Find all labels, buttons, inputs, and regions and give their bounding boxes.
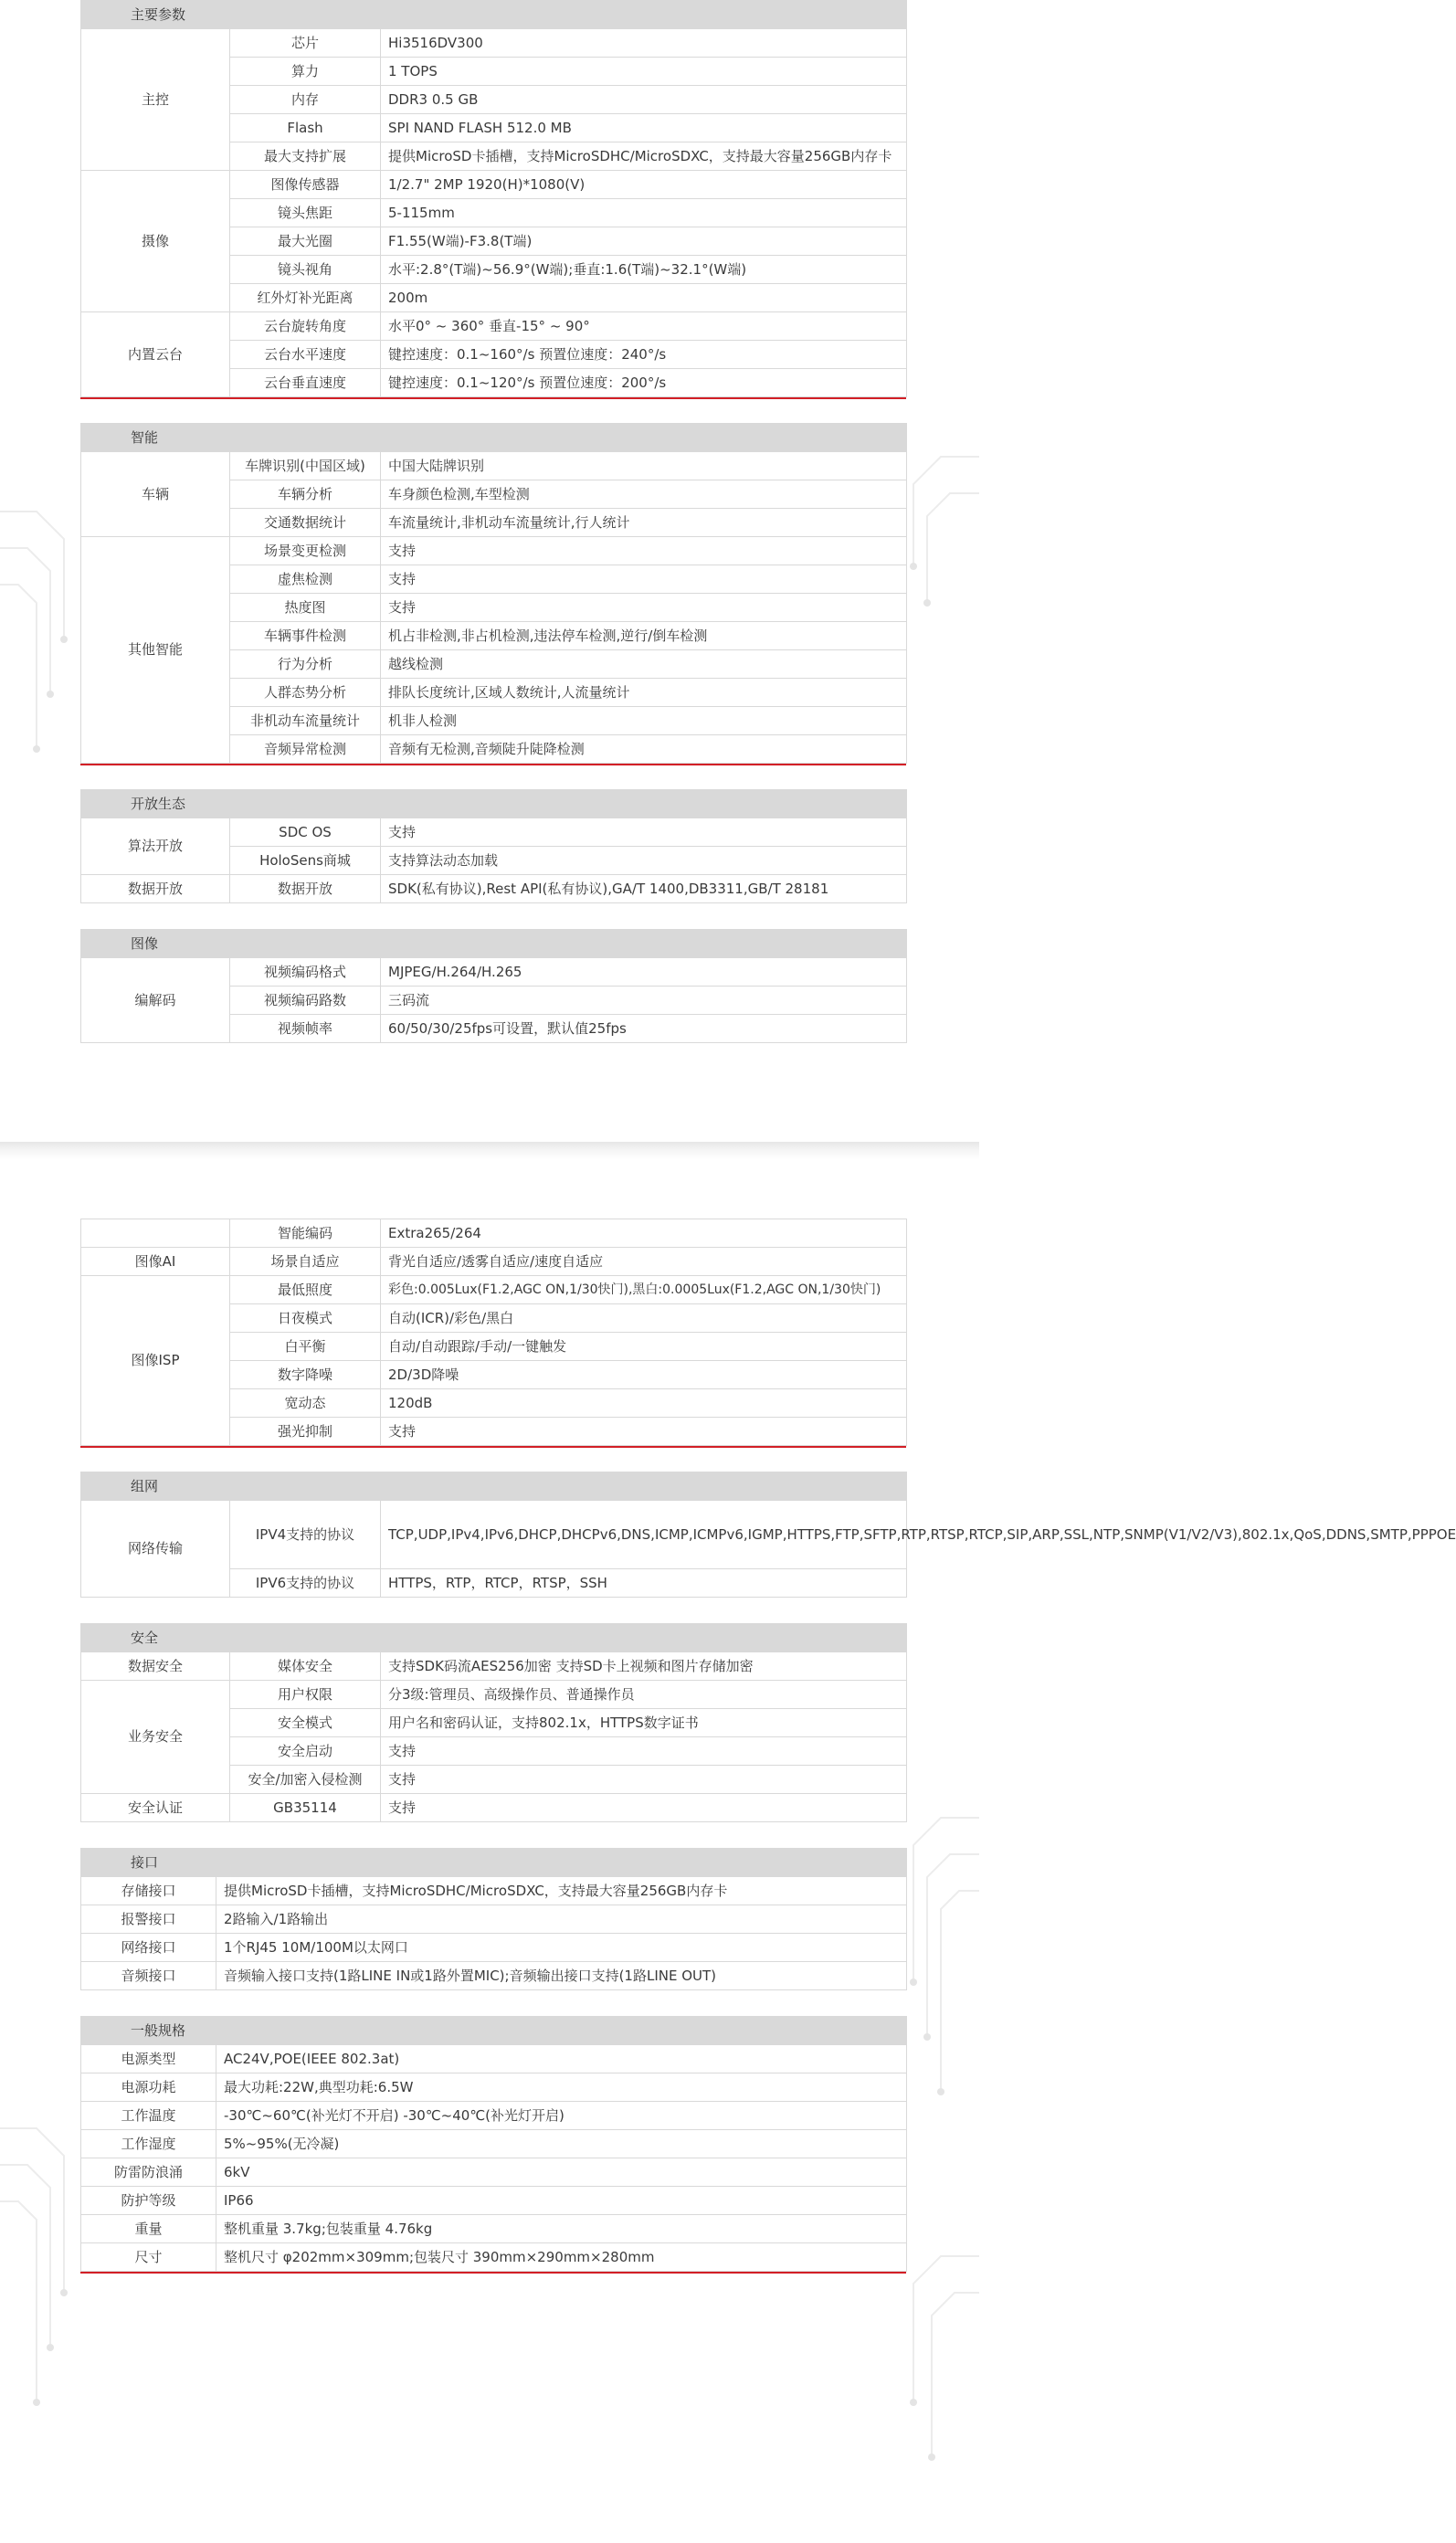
page-separator	[0, 1142, 979, 1160]
row-value: 自动(ICR)/彩色/黑白	[381, 1304, 907, 1333]
row-value: IP66	[216, 2187, 907, 2215]
row-label: 虚焦检测	[230, 565, 381, 594]
row-label: 交通数据统计	[230, 509, 381, 537]
row-label: 场景变更检测	[230, 537, 381, 565]
row-value: DDR3 0.5 GB	[381, 86, 907, 114]
row-label: 报警接口	[81, 1905, 216, 1934]
row-value: 提供MicroSD卡插槽，支持MicroSDHC/MicroSDXC，支持最大容量256GB内存卡	[381, 142, 907, 171]
row-value: 1 TOPS	[381, 58, 907, 86]
row-value: Hi3516DV300	[381, 29, 907, 58]
row-label: 安全/加密入侵检测	[230, 1766, 381, 1794]
group-label: 主控	[81, 29, 230, 171]
group-label: 图像AI	[81, 1248, 230, 1276]
row-value: SPI NAND FLASH 512.0 MB	[381, 114, 907, 142]
section-header: 安全	[81, 1624, 907, 1652]
row-label: IPV4支持的协议	[230, 1501, 381, 1569]
row-label: 媒体安全	[230, 1652, 381, 1681]
row-label: 行为分析	[230, 650, 381, 679]
group-label: 内置云台	[81, 312, 230, 397]
row-value: 越线检测	[381, 650, 907, 679]
group-label: 数据安全	[81, 1652, 230, 1681]
row-value: 支持	[381, 1737, 907, 1766]
row-value: 水平:2.8°(T端)~56.9°(W端);垂直:1.6(T端)~32.1°(W端)	[381, 256, 907, 284]
row-label: 人群态势分析	[230, 679, 381, 707]
section-security	[80, 1623, 906, 1822]
row-value: SDK(私有协议),Rest API(私有协议),GA/T 1400,DB3311,GB/T 28181	[381, 875, 907, 903]
row-value: 1/2.7" 2MP 1920(H)*1080(V)	[381, 171, 907, 199]
row-value: 音频有无检测,音频陡升陡降检测	[381, 735, 907, 764]
group-label	[81, 1219, 230, 1248]
row-value: Extra265/264	[381, 1219, 907, 1248]
section-open-ecosystem	[80, 789, 906, 903]
row-value: 中国大陆牌识别	[381, 452, 907, 480]
row-value: 整机尺寸 φ202mm×309mm;包装尺寸 390mm×290mm×280mm	[216, 2243, 907, 2272]
row-label: 最低照度	[230, 1276, 381, 1304]
row-value: 键控速度：0.1~120°/s 预置位速度：200°/s	[381, 369, 907, 397]
group-label: 算法开放	[81, 818, 230, 875]
row-value: HTTPS，RTP，RTCP，RTSP，SSH	[381, 1569, 907, 1598]
row-label: 车辆分析	[230, 480, 381, 509]
row-label: 内存	[230, 86, 381, 114]
row-value: 支持	[381, 1794, 907, 1822]
row-label: 尺寸	[81, 2243, 216, 2272]
row-label: 镜头焦距	[230, 199, 381, 227]
section-network	[80, 1472, 1456, 1598]
row-label: IPV6支持的协议	[230, 1569, 381, 1598]
group-label: 业务安全	[81, 1681, 230, 1794]
row-label: 车牌识别(中国区域)	[230, 452, 381, 480]
row-label: Flash	[230, 114, 381, 142]
image-table	[80, 929, 907, 1043]
section-header: 图像	[81, 930, 907, 958]
row-value: 水平0° ~ 360° 垂直-15° ~ 90°	[381, 312, 907, 341]
general-table	[80, 2016, 907, 2272]
row-label: 数字降噪	[230, 1361, 381, 1389]
row-label: 电源功耗	[81, 2073, 216, 2102]
row-value: 支持	[381, 537, 907, 565]
row-value: 200m	[381, 284, 907, 312]
row-value: MJPEG/H.264/H.265	[381, 958, 907, 987]
row-label: 镜头视角	[230, 256, 381, 284]
row-label: 图像传感器	[230, 171, 381, 199]
group-label: 车辆	[81, 452, 230, 537]
row-value: 支持算法动态加载	[381, 847, 907, 875]
row-value: 彩色:0.005Lux(F1.2,AGC ON,1/30快门),黑白:0.0005Lux(F1.2,AGC ON,1/30快门)	[381, 1276, 907, 1304]
section-header: 接口	[81, 1849, 907, 1877]
section-smart	[80, 423, 906, 764]
row-value: 支持	[381, 1418, 907, 1446]
section-header: 智能	[81, 424, 907, 452]
row-value: 支持	[381, 565, 907, 594]
row-label: 日夜模式	[230, 1304, 381, 1333]
row-value: 自动/自动跟踪/手动/一键触发	[381, 1333, 907, 1361]
group-label: 图像ISP	[81, 1276, 230, 1446]
spec-page-1	[0, 0, 979, 1142]
section-header: 主要参数	[81, 1, 907, 29]
group-label: 数据开放	[81, 875, 230, 903]
row-value: 5%~95%(无冷凝)	[216, 2130, 907, 2158]
row-label: 云台垂直速度	[230, 369, 381, 397]
row-label: 安全模式	[230, 1709, 381, 1737]
section-main-params	[80, 0, 906, 397]
row-value: F1.55(W端)-F3.8(T端)	[381, 227, 907, 256]
row-label: 白平衡	[230, 1333, 381, 1361]
row-label: 音频接口	[81, 1962, 216, 1990]
row-value: 用户名和密码认证，支持802.1x，HTTPS数字证书	[381, 1709, 907, 1737]
group-label: 摄像	[81, 171, 230, 312]
row-value: 三码流	[381, 987, 907, 1015]
row-value: 键控速度：0.1~160°/s 预置位速度：240°/s	[381, 341, 907, 369]
row-value: 支持	[381, 1766, 907, 1794]
row-value: 2D/3D降噪	[381, 1361, 907, 1389]
row-value: TCP,UDP,IPv4,IPv6,DHCP,DHCPv6,DNS,ICMP,ICMPv6,IGMP,HTTPS,FTP,SFTP,RTP,RTSP,RTCP,SIP,ARP,SSL,NTP,SNMP(V1/V2/V3),802.1x,QoS,DDNS,SMTP,PPPOE	[381, 1501, 907, 1569]
row-label: 防护等级	[81, 2187, 216, 2215]
row-label: 最大光圈	[230, 227, 381, 256]
row-label: 电源类型	[81, 2045, 216, 2073]
section-image-continued	[80, 1219, 906, 1446]
row-value: 车流量统计,非机动车流量统计,行人统计	[381, 509, 907, 537]
row-label: HoloSens商城	[230, 847, 381, 875]
row-label: 智能编码	[230, 1219, 381, 1248]
row-label: 网络接口	[81, 1934, 216, 1962]
row-value: 排队长度统计,区域人数统计,人流量统计	[381, 679, 907, 707]
section-header: 组网	[81, 1472, 907, 1501]
row-label: 最大支持扩展	[230, 142, 381, 171]
group-label: 其他智能	[81, 537, 230, 764]
row-value: 音频输入接口支持(1路LINE IN或1路外置MIC);音频输出接口支持(1路LINE OUT)	[216, 1962, 907, 1990]
row-value: 提供MicroSD卡插槽，支持MicroSDHC/MicroSDXC，支持最大容量256GB内存卡	[216, 1877, 907, 1905]
row-label: 视频帧率	[230, 1015, 381, 1043]
row-label: 重量	[81, 2215, 216, 2243]
row-value: 支持SDK码流AES256加密 支持SD卡上视频和图片存储加密	[381, 1652, 907, 1681]
image-cont-table	[80, 1219, 907, 1446]
row-label: 强光抑制	[230, 1418, 381, 1446]
row-value: 2路输入/1路输出	[216, 1905, 907, 1934]
row-label: 热度图	[230, 594, 381, 622]
spec-page-2	[0, 1160, 1456, 2543]
row-label: 车辆事件检测	[230, 622, 381, 650]
row-label: 宽动态	[230, 1389, 381, 1418]
row-value: AC24V,POE(IEEE 802.3at)	[216, 2045, 907, 2073]
row-label: 工作温度	[81, 2102, 216, 2130]
row-label: 数据开放	[230, 875, 381, 903]
row-value: 车身颜色检测,车型检测	[381, 480, 907, 509]
row-label: 存储接口	[81, 1877, 216, 1905]
row-label: 云台水平速度	[230, 341, 381, 369]
row-value: 支持	[381, 594, 907, 622]
section-header: 开放生态	[81, 790, 907, 818]
section-header: 一般规格	[81, 2017, 907, 2045]
section-divider	[80, 1446, 906, 1448]
section-divider	[80, 2272, 906, 2274]
row-value: 最大功耗:22W,典型功耗:6.5W	[216, 2073, 907, 2102]
smart-table	[80, 423, 907, 764]
row-value: 整机重量 3.7kg;包装重量 4.76kg	[216, 2215, 907, 2243]
section-interface	[80, 1848, 906, 1990]
row-label: 云台旋转角度	[230, 312, 381, 341]
row-value: 分3级:管理员、高级操作员、普通操作员	[381, 1681, 907, 1709]
group-label: 安全认证	[81, 1794, 230, 1822]
row-value: 5-115mm	[381, 199, 907, 227]
row-value: 支持	[381, 818, 907, 847]
row-label: 红外灯补光距离	[230, 284, 381, 312]
network-table	[80, 1472, 1456, 1598]
main-params-table	[80, 0, 907, 397]
row-label: 音频异常检测	[230, 735, 381, 764]
row-label: 防雷防浪涌	[81, 2158, 216, 2187]
section-divider	[80, 397, 906, 399]
row-label: 工作湿度	[81, 2130, 216, 2158]
row-value: 6kV	[216, 2158, 907, 2187]
row-label: 非机动车流量统计	[230, 707, 381, 735]
row-value: 60/50/30/25fps可设置，默认值25fps	[381, 1015, 907, 1043]
row-label: 安全启动	[230, 1737, 381, 1766]
row-value: 120dB	[381, 1389, 907, 1418]
interface-table	[80, 1848, 907, 1990]
row-label: 用户权限	[230, 1681, 381, 1709]
open-table	[80, 789, 907, 903]
row-value: 机非人检测	[381, 707, 907, 735]
section-image	[80, 929, 906, 1043]
row-value: 1个RJ45 10M/100M以太网口	[216, 1934, 907, 1962]
row-label: 芯片	[230, 29, 381, 58]
row-label: 视频编码格式	[230, 958, 381, 987]
row-label: SDC OS	[230, 818, 381, 847]
row-value: 背光自适应/透雾自适应/速度自适应	[381, 1248, 907, 1276]
section-general	[80, 2016, 906, 2272]
row-value: -30℃~60℃(补光灯不开启) -30℃~40℃(补光灯开启)	[216, 2102, 907, 2130]
security-table	[80, 1623, 907, 1822]
group-label: 网络传输	[81, 1501, 230, 1598]
row-label: GB35114	[230, 1794, 381, 1822]
row-label: 算力	[230, 58, 381, 86]
section-divider	[80, 764, 906, 765]
row-label: 视频编码路数	[230, 987, 381, 1015]
group-label: 编解码	[81, 958, 230, 1043]
row-label: 场景自适应	[230, 1248, 381, 1276]
row-value: 机占非检测,非占机检测,违法停车检测,逆行/倒车检测	[381, 622, 907, 650]
